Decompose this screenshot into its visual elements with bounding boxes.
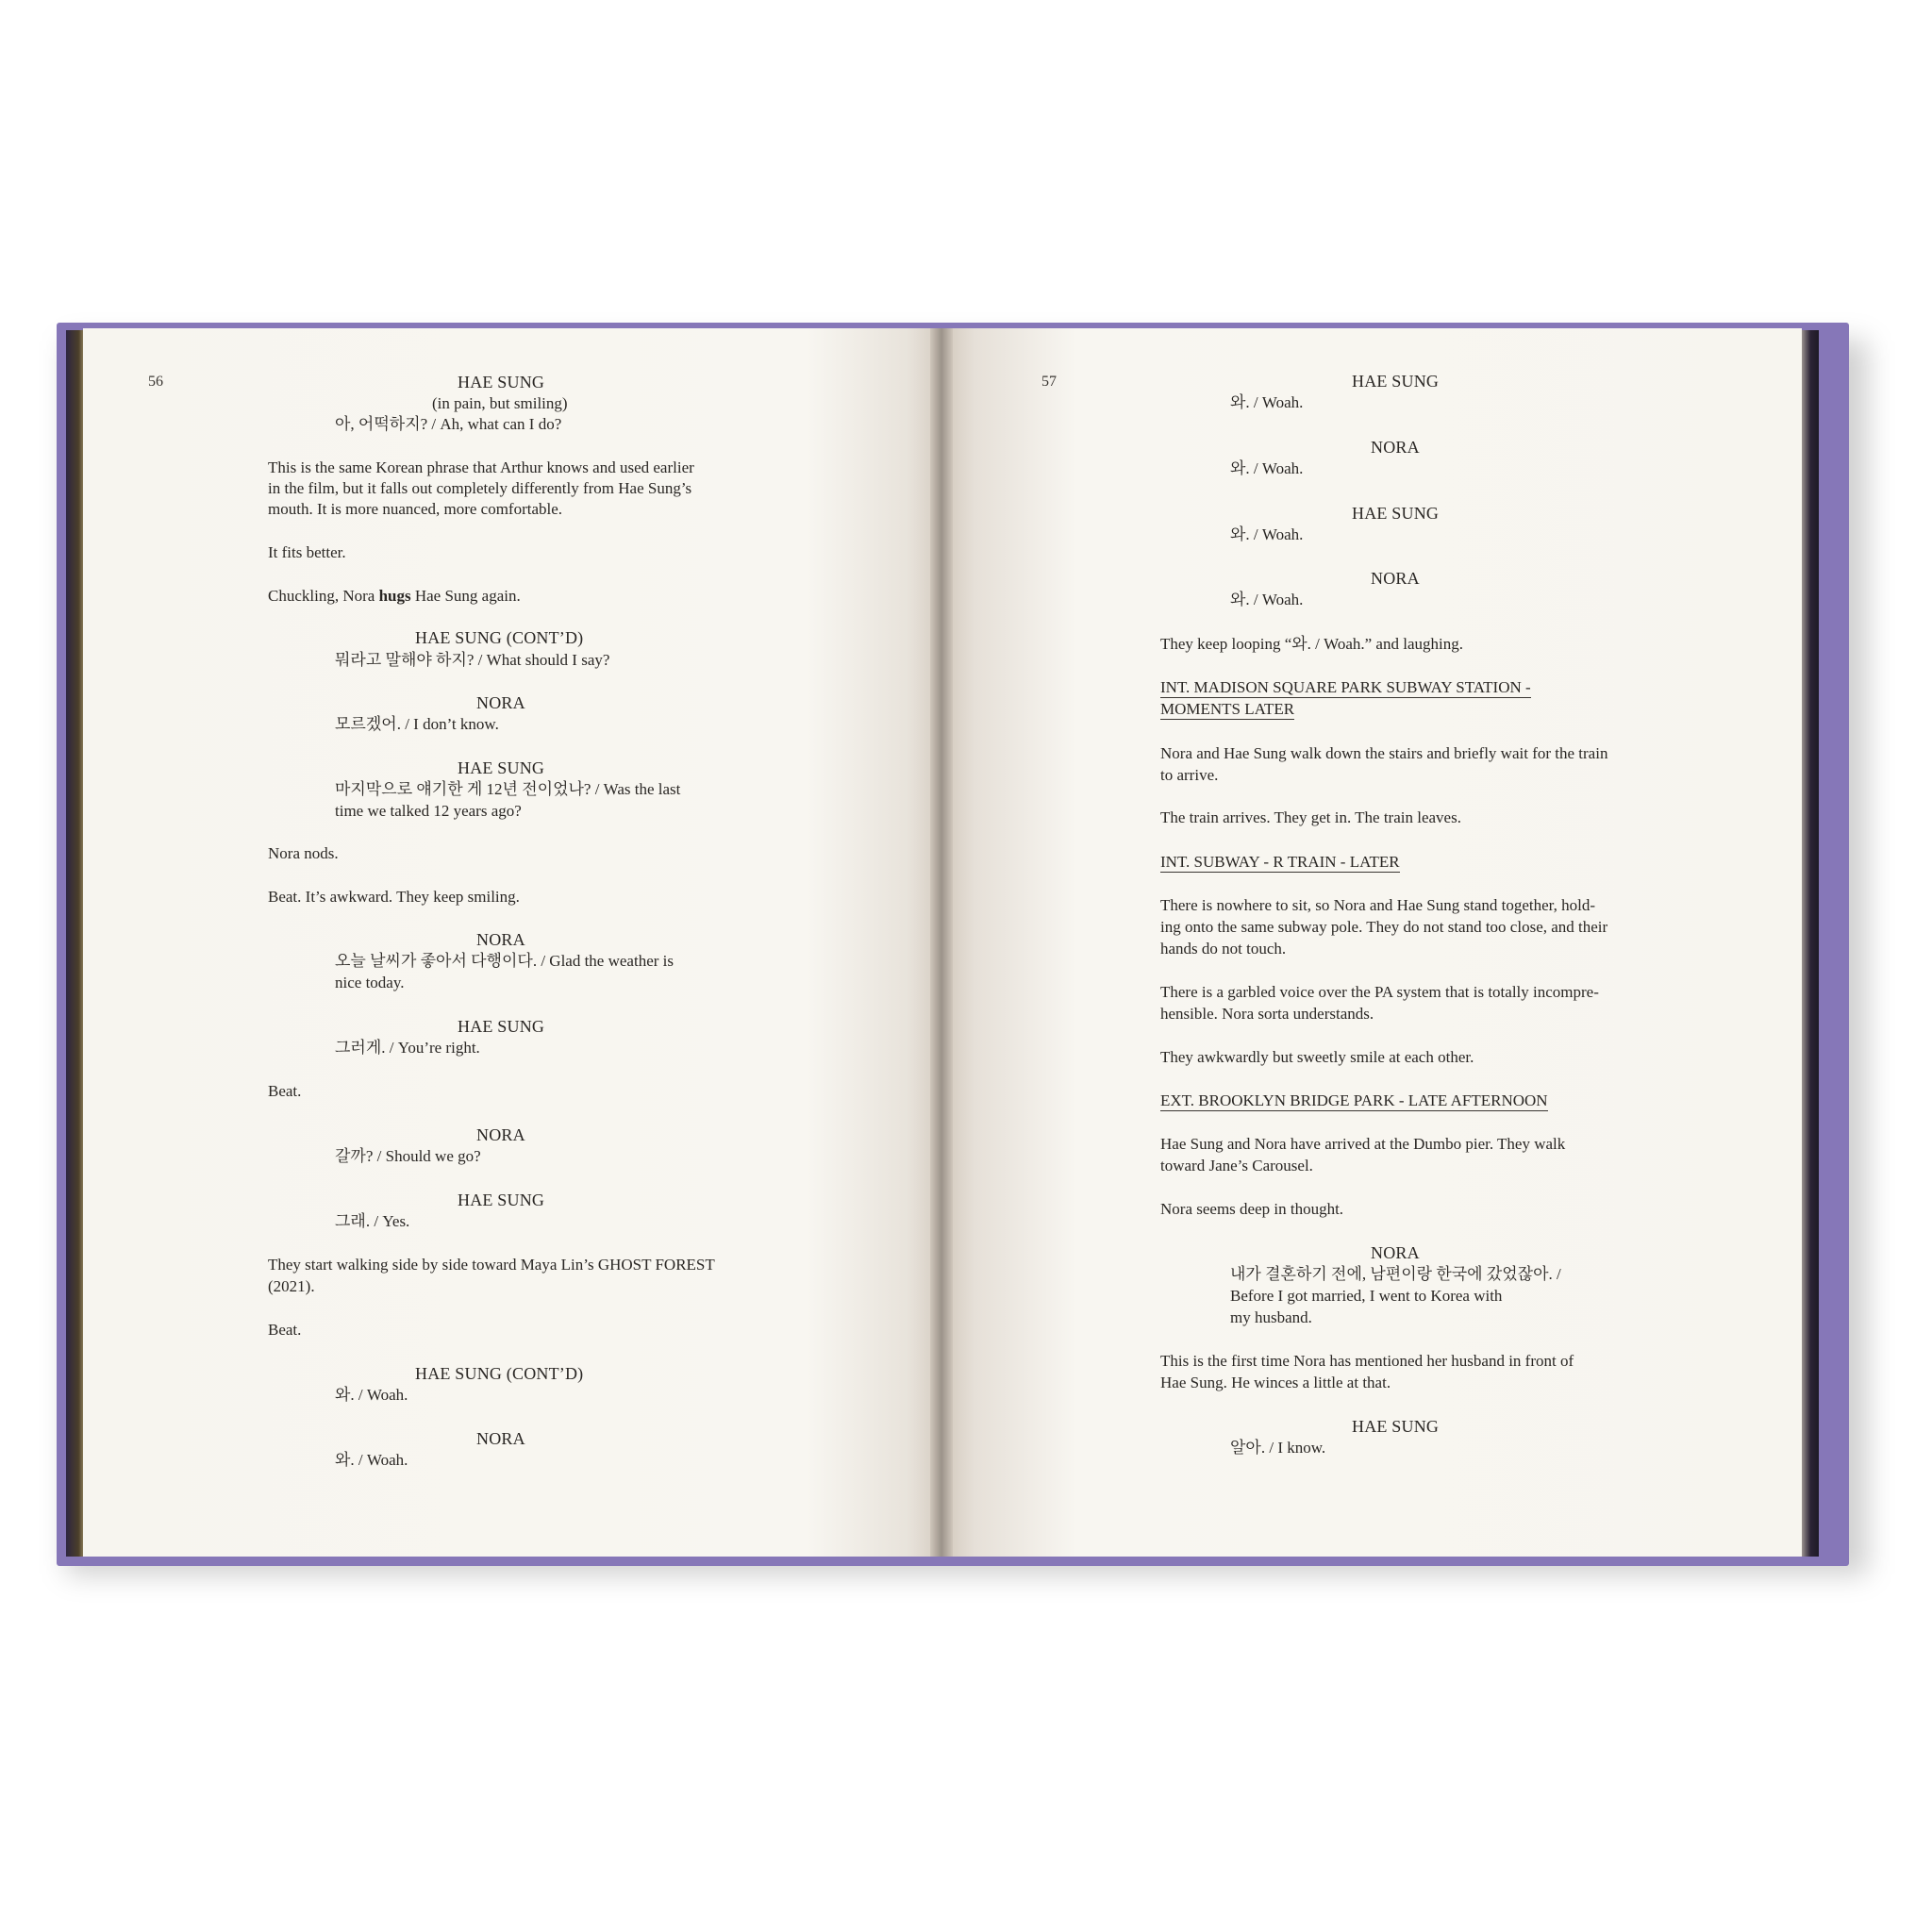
character-name: NORA — [1371, 438, 1420, 457]
action-line: in the film, but it falls out completely differently from Hae Sung’s — [268, 479, 692, 497]
dialogue-line: 오늘 날씨가 좋아서 다행이다. / Glad the weather is — [335, 952, 674, 970]
dialogue-line: 모르겠어. / I don’t know. — [335, 715, 499, 733]
character-name: NORA — [476, 693, 525, 712]
action-line: It fits better. — [268, 543, 346, 561]
dialogue-line: 그러게. / You’re right. — [335, 1039, 480, 1057]
action-line: Nora seems deep in thought. — [1160, 1200, 1344, 1218]
dialogue-line: 와. / Woah. — [1230, 525, 1304, 543]
emphasis-text: hugs — [378, 587, 411, 605]
parenthetical: (in pain, but smiling) — [432, 394, 568, 412]
scene-heading — [1160, 852, 1400, 873]
dialogue-line: 와. / Woah. — [335, 1386, 408, 1404]
action-line: There is a garbled voice over the PA system that is totally incompre- — [1160, 983, 1599, 1001]
character-name: NORA — [476, 1125, 525, 1144]
action-line: Nora nods. — [268, 844, 339, 862]
character-name: HAE SUNG — [1352, 372, 1440, 391]
dialogue-line: 갈까? / Should we go? — [335, 1147, 481, 1165]
dialogue-line: 와. / Woah. — [1230, 459, 1304, 477]
action-line: toward Jane’s Carousel. — [1160, 1157, 1313, 1174]
character-name: HAE SUNG — [1352, 1417, 1440, 1436]
action-line: Nora and Hae Sung walk down the stairs and briefly wait for the train — [1160, 744, 1608, 762]
dialogue-line: 내가 결혼하기 전에, 남편이랑 한국에 갔었잖아. / — [1230, 1265, 1561, 1283]
dialogue-line: 뭐라고 말해야 하지? / What should I say? — [335, 651, 610, 669]
action-line: Hae Sung and Nora have arrived at the Dumbo pier. They walk — [1160, 1135, 1566, 1153]
character-name: HAE SUNG — [458, 373, 545, 391]
dialogue-line: 와. / Woah. — [1230, 591, 1304, 608]
page-number: 56 — [148, 374, 163, 390]
action-line: hands do not touch. — [1160, 940, 1287, 958]
action-line: The train arrives. They get in. The train leaves. — [1160, 808, 1461, 826]
character-name: HAE SUNG — [458, 758, 545, 777]
dialogue-line: 마지막으로 얘기한 게 12년 전이었나? / Was the last — [335, 780, 681, 798]
character-name: NORA — [1371, 569, 1420, 588]
action-line: Beat. — [268, 1082, 302, 1100]
action-line: They awkwardly but sweetly smile at each other. — [1160, 1048, 1474, 1066]
character-name: NORA — [1371, 1243, 1420, 1262]
action-line: Hae Sung. He winces a little at that. — [1160, 1374, 1391, 1391]
dialogue-line: Before I got married, I went to Korea with — [1230, 1287, 1503, 1305]
character-name: HAE SUNG — [458, 1191, 545, 1209]
dialogue-line: 와. / Woah. — [335, 1451, 408, 1469]
action-line: This is the same Korean phrase that Arthur knows and used earlier — [268, 458, 694, 476]
scene-heading — [1160, 677, 1531, 698]
action-line: Beat. It’s awkward. They keep smiling. — [268, 888, 520, 906]
dialogue-line: time we talked 12 years ago? — [335, 802, 522, 820]
dialogue-line: 아, 어떡하지? / Ah, what can I do? — [335, 415, 562, 433]
scene-heading — [1160, 1091, 1548, 1111]
left-page — [83, 328, 934, 1557]
action-line: to arrive. — [1160, 766, 1219, 784]
character-name: HAE SUNG (CONT’D) — [415, 1364, 584, 1383]
action-line: mouth. It is more nuanced, more comfortable. — [268, 500, 563, 518]
action-line: They keep looping “와. / Woah.” and laughing. — [1160, 635, 1463, 653]
dialogue-line: 그래. / Yes. — [335, 1212, 410, 1230]
dialogue-line: nice today. — [335, 974, 405, 991]
action-text: Hae Sung again. — [410, 587, 521, 605]
right-page — [949, 328, 1802, 1557]
scene-heading — [1160, 699, 1294, 720]
action-text: Chuckling, Nora — [268, 587, 379, 605]
scene-heading-text: EXT. BROOKLYN BRIDGE PARK - LATE AFTERNOON — [1160, 1091, 1548, 1109]
character-name: HAE SUNG — [458, 1017, 545, 1036]
action-line: Beat. — [268, 1321, 302, 1339]
scene-heading-text: MOMENTS LATER — [1160, 700, 1295, 718]
dialogue-line: 와. / Woah. — [1230, 393, 1304, 411]
action-line — [268, 586, 521, 607]
page-number: 57 — [1041, 374, 1057, 390]
scene-heading-text: INT. MADISON SQUARE PARK SUBWAY STATION - — [1160, 678, 1531, 696]
scene-heading-text: INT. SUBWAY - R TRAIN - LATER — [1160, 853, 1400, 871]
character-name: HAE SUNG (CONT’D) — [415, 628, 584, 647]
action-line: They start walking side by side toward Maya Lin’s GHOST FOREST — [268, 1256, 715, 1274]
dialogue-line: my husband. — [1230, 1308, 1312, 1326]
dialogue-line: 알아. / I know. — [1230, 1439, 1326, 1457]
action-line: ing onto the same subway pole. They do not stand too close, and their — [1160, 918, 1608, 936]
book-gutter — [930, 328, 953, 1557]
action-line: (2021). — [268, 1277, 315, 1295]
character-name: HAE SUNG — [1352, 504, 1440, 523]
action-line: This is the first time Nora has mentioned her husband in front of — [1160, 1352, 1574, 1370]
character-name: NORA — [476, 1429, 525, 1448]
action-line: There is nowhere to sit, so Nora and Hae Sung stand together, hold- — [1160, 896, 1596, 914]
character-name: NORA — [476, 930, 525, 949]
action-line: hensible. Nora sorta understands. — [1160, 1005, 1374, 1023]
